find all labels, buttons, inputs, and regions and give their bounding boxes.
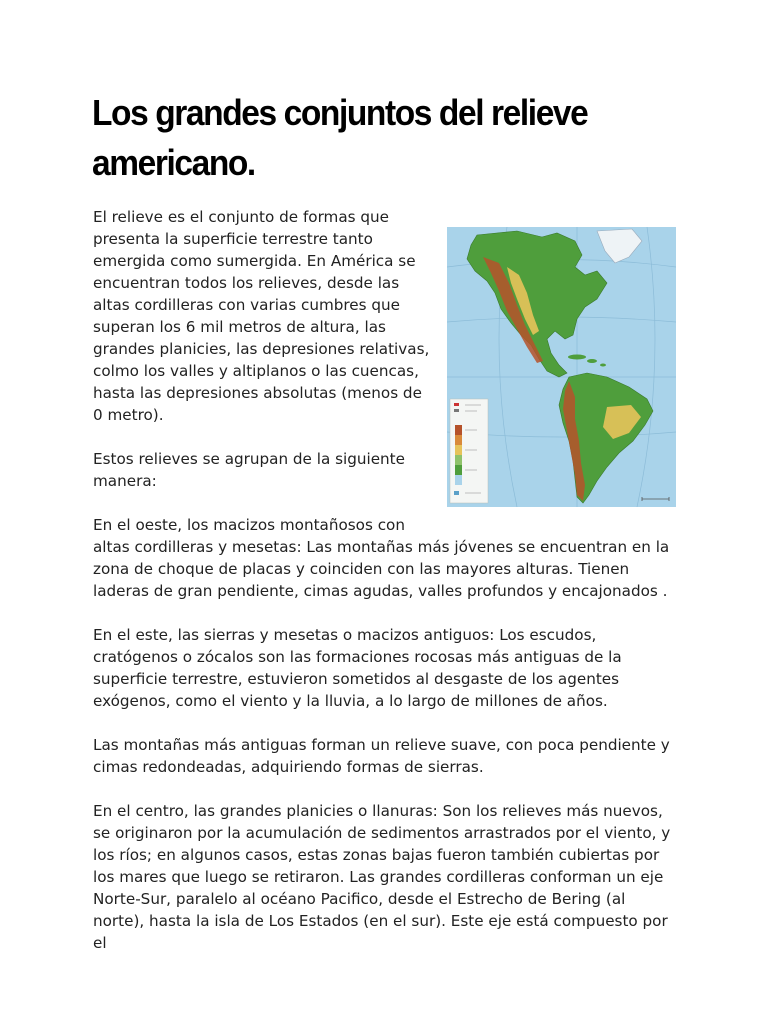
paragraph-2: Estos relieves se agrupan de la siguiente manera: [93, 450, 405, 490]
page-title: Los grandes conjuntos del relieve americano. [92, 92, 588, 183]
americas-relief-map [447, 227, 676, 507]
paragraph-6: En el centro, las grandes planicies o llanuras: Son los relieves más nuevos, se originaron por la acumulación de sedimentos arrastrados por el viento, y los ríos; en algunos casos, estas zonas bajas fueron también cubiertas por los mares que luego se retiraron. Las grandes cordilleras conforman un eje Norte-Sur, paralelo al océano Pacifico, desde el Estrecho de Bering (al norte), hasta la isla de Los Estados (en el sur). Este eje está compuesto por el [93, 802, 671, 952]
body-text [93, 206, 678, 976]
paragraph-1 [93, 206, 678, 426]
paragraph-1-text: El relieve es el conjunto de formas que presenta la superficie terrestre tanto emergida como sumergida. En América se encuentran todos los relieves, desde las altas cordilleras con varias cumbres que superan los 6 mil metros de altura, las grandes planicies, las depresiones relativas, colmo los valles y altiplanos o las cuencas, hasta las depresiones absolutas (menos de 0 metro). [93, 208, 430, 424]
paragraph-4: En el este, las sierras y mesetas o macizos antiguos: Los escudos, cratógenos o zócalos son las formaciones rocosas más antiguas de la superficie terrestre, estuvieron sometidos al desgaste de los agentes exógenos, como el viento y la lluvia, a lo largo de millones de años. [93, 626, 622, 710]
paragraph-3: En el oeste, los macizos montañosos con altas cordilleras y mesetas: Las montañas más jóvenes se encuentran en la zona de choque de placas y coinciden con las mayores alturas. Tienen laderas de gran pendiente, cimas agudas, valles profundos y encajonados . [93, 516, 670, 600]
map-legend [450, 399, 488, 503]
relief-map-figure [447, 227, 676, 512]
paragraph-5: Las montañas más antiguas forman un relieve suave, con poca pendiente y cimas redondeadas, adquiriendo formas de sierras. [93, 736, 670, 776]
